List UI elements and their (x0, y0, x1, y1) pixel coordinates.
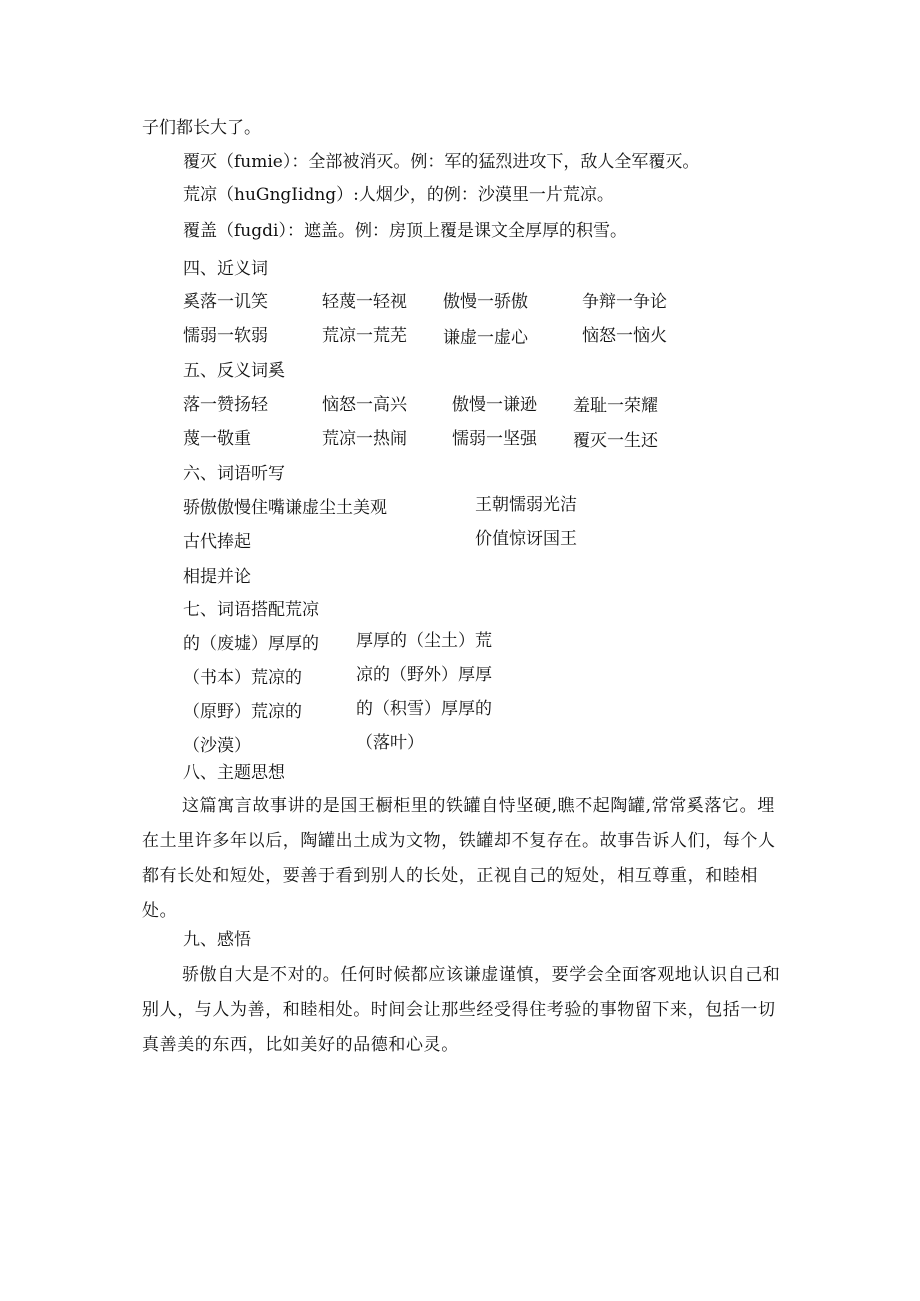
antonym-item: 懦弱一坚强 (452, 429, 537, 449)
synonym-item: 谦虚一虚心 (443, 328, 528, 348)
antonym-item: 傲慢一谦逊 (452, 395, 537, 415)
section-9-paragraph (142, 958, 787, 1063)
synonym-item: 傲慢一骄傲 (443, 292, 528, 312)
collocation-line: 厚厚的（尘土）荒 (356, 631, 492, 651)
collocation-line: （原野）荒凉的 (183, 702, 302, 722)
section-5-title: 五、反义词奚 (183, 361, 285, 381)
antonym-item: 羞耻一荣耀 (573, 396, 658, 416)
synonym-item: 荒凉一荒芜 (322, 326, 407, 346)
synonym-item: 恼怒一恼火 (582, 326, 667, 346)
collocation-line: （沙漠） (183, 736, 251, 756)
definition-fugai: 覆盖（fugdi）：遮盖。例：房顶上覆是课文全厚厚的积雪。 (183, 221, 627, 241)
antonym-item: 落一赞扬轻 (183, 395, 268, 415)
dictation-line: 相提并论 (183, 567, 251, 587)
synonym-item: 奚落一讥笑 (183, 292, 268, 312)
antonym-item: 蔑一敬重 (183, 429, 251, 449)
synonym-item: 轻蔑一轻视 (322, 292, 407, 312)
section-6-title: 六、词语听写 (183, 464, 285, 484)
antonym-item: 恼怒一高兴 (322, 395, 407, 415)
reflection-text: 骄傲自大是不对的。任何时候都应该谦虚谨慎，要学会全面客观地认识自己和别人，与人为善，和睦相处。时间会让那些经受得住考验的事物留下来，包括一切真善美的东西，比如美好的品德和心灵。 (142, 965, 781, 1055)
section-8-title: 八、主题思想 (183, 763, 285, 783)
collocation-line: （书本）荒凉的 (183, 668, 302, 688)
collocation-line: 的（废墟）厚厚的 (183, 634, 319, 654)
collocation-line: 凉的（野外）厚厚 (356, 665, 492, 685)
dictation-line: 骄傲傲慢住嘴谦虚尘土美观 (183, 498, 387, 518)
theme-text: 这篇寓言故事讲的是国王橱柜里的铁罐自恃坚硬,瞧不起陶罐,常常奚落它。埋在土里许多年以后，陶罐出土成为文物，铁罐却不复存在。故事告诉人们，每个人都有长处和短处，要善于看到别人的长处，正视自己的短处，相互尊重，和睦相处。 (142, 796, 776, 921)
top-line: 子们都长大了。 (142, 118, 261, 138)
synonym-item: 争辩一争论 (582, 292, 667, 312)
collocation-line: （落叶） (356, 733, 424, 753)
dictation-line: 王朝懦弱光洁 (475, 495, 577, 515)
section-7-title: 七、词语搭配荒凉 (183, 600, 319, 620)
section-9-title: 九、感悟 (183, 930, 251, 950)
dictation-line: 古代捧起 (183, 532, 251, 552)
definition-huangliang: 荒凉（huGngIidng）:人烟少，的例：沙漠里一片荒凉。 (183, 185, 614, 205)
synonym-item: 懦弱一软弱 (183, 326, 268, 346)
antonym-item: 覆灭一生还 (573, 431, 658, 451)
section-8-paragraph (142, 789, 787, 929)
section-4-title: 四、近义词 (183, 259, 268, 279)
collocation-line: 的（积雪）厚厚的 (356, 699, 492, 719)
antonym-item: 荒凉一热闹 (322, 429, 407, 449)
dictation-line: 价值惊讶国王 (475, 529, 577, 549)
definition-fumie: 覆灭（fumie）：全部被消灭。例：军的猛烈进攻下，敌人全军覆灭。 (183, 152, 700, 172)
